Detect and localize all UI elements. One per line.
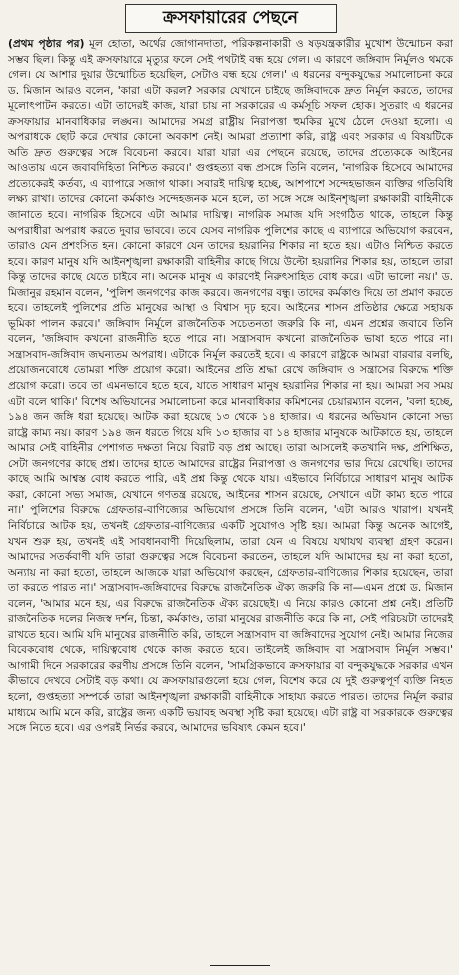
- article-body: [8, 37, 453, 737]
- article-text: মূল হোতা, অর্থের জোগানদাতা, পরিকল্পনাকারী ও ষড়যন্ত্রকারীর মুখোশ উন্মোচন করা সম্ভব ছিল। কিন্তু এই ক্রসফায়ারে মৃত্যুর ফলে সেই পথটাই বন্ধ হয়ে গেল। এ কারণে জঙ্গিবাদ নির্মূলও থমকে গেল। যে আশার দুয়ার উন্মোচিত হয়েছিল, সেটাও বন্ধ হয়ে গেল।' এ ধরনের বন্দুকযুদ্ধের সমালোচনা করে ড. মিজান আরও বলেন, 'কারা এটা করল? সরকার যেখানে চাইছে জঙ্গিবাদকে দ্রুত নির্মূল করতে, তাদের মূলোৎপাটন করতে। এটা তাদেরই কাজ, যারা চায় না সরকারের এ কর্মসূচি সফল হোক। সুতরাং এ ধরনের ক্রসফায়ার মানবাধিকার লঙ্ঘন। আমাদের সমগ্র রাষ্ট্রীয় নিরাপত্তা হুমকির মুখে ঠেলে দেওয়া হলো। এ অপরাধকে ছোট করে দেখার কোনো অবকাশ নেই। আমরা প্রত্যাশা করি, রাষ্ট্র এবং সরকার এ বিষয়টিকে অতি দ্রুত গুরুত্বের সঙ্গে বিবেচনা করবে। যারা যারা এর পেছনে রয়েছে, তাদের প্রত্যেককে আইনের আওতায় এনে জবাবদিহিতা নিশ্চিত করবে।' গুপ্তহত্যা বন্ধ প্রসঙ্গে তিনি বলেন, 'নাগরিক হিসেবে আমাদের প্রত্যেকেরই কর্তব্য, এ ব্যাপারে সজাগ থাকা। সবারই দায়িত্ব হচ্ছে, আশপাশে সন্দেহভাজন ব্যক্তির গতিবিধি লক্ষ্য রাখা। তাদের কোনো কর্মকাণ্ড সন্দেহজনক মনে হলে, তা সঙ্গে সঙ্গে আইনশৃঙ্খলা রক্ষাকারী বাহিনীকে জানাতে হবে। নাগরিক হিসেবে এটা আমার দায়িত্ব। নাগরিক সমাজ যদি সংগঠিত থাকে, তাহলে কিন্তু অপরাধীরা অপরাধ করতে দুবার ভাববে। তবে যেসব নাগরিক পুলিশের কাছে এ ব্যাপারে অভিযোগ করবেন, তারাও যেন প্রশংসিত হন। কোনো কারণে যেন তাদের হয়রানির শিকার না হতে হয়। এটাও নিশ্চিত করতে হবে। কারণ মানুষ যদি আইনশৃঙ্খলা রক্ষাকারী বাহিনীর কাছে গিয়ে উল্টো হয়রানির শিকার হয়, তাহলে তারা কিন্তু তাদের কাছে যেতে চাইবে না। অনেক মানুষ এ কারণেই নিরুৎসাহিত বোধ করে। এটা ভালো নয়।' ড. মিজানুর রহমান বলেন, 'পুলিশ জনগণের কাজ করবে। জনগণের বন্ধু। তাদের কর্মকাণ্ড দিয়ে তা প্রমাণ করতে হবে। তাহলেই পুলিশের প্রতি মানুষের আস্থা ও বিশ্বাস দৃঢ় হবে। আইনের শাসন প্রতিষ্ঠার ক্ষেত্রে সহায়ক ভূমিকা পালন করবে।' জঙ্গিবাদ নির্মূলে রাজনৈতিক সচেতনতা জরুরি কি না, এমন প্রশ্নের জবাবে তিনি বলেন, 'জঙ্গিবাদ কখনো রাজনীতি হতে পারে না। সন্ত্রাসবাদ কখনো রাজনৈতিক ভাষা হতে পারে না। সন্ত্রাসবাদ-জঙ্গিবাদ জঘন্যতম অপরাধ। এটাকে নির্মূল করতেই হবে। এ কারণে রাষ্ট্রকে আমরা বারবার বলছি, প্রয়োজনবোধে তোমরা শক্তি প্রয়োগ করো। আইনের প্রতি শ্রদ্ধা রেখে জঙ্গিবাদ ও সন্ত্রাসের বিরুদ্ধে শক্তি প্রয়োগ করো। তবে তা এমনভাবে হতে হবে, যাতে সাধারণ মানুষ হয়রানির শিকার না হয়। আমরা সব সময় এটা বলে থাকি।' বিশেষ অভিযানের সমালোচনা করে মানবাধিকার কমিশনের চেয়ারম্যান বলেন, 'বলা হচ্ছে, ১৯৪ জন জঙ্গি ধরা হয়েছে। আটক করা হয়েছে ১৩ থেকে ১৪ হাজার। এ ধরনের অভিযান কোনো সভ্য রাষ্ট্রে কাম্য নয়। কারণ ১৯৪ জন ধরতে গিয়ে যদি ১৩ হাজার বা ১৪ হাজার মানুষকে আটকাতে হয়, তাহলে আমার সেই বাহিনীর পেশাগত দক্ষতা নিয়ে বিরাট বড় প্রশ্ন আছে। তারা আসলেই কতখানি দক্ষ, প্রশিক্ষিত, সেটা জনগণের কাছে প্রশ্ন। তাদের হাতে আমাদের রাষ্ট্রের নিরাপত্তা ও জনগণের ভার দিয়ে রেখেছি। তাদের কাছে আমি আশ্বস্ত বোধ করতে পারি, এই প্রশ্ন কিন্তু থেকে যায়। এইভাবে নির্বিচারে সাধারণ মানুষ আটক করা, কোনো সভ্য সমাজ, যেখানে গণতন্ত্র রয়েছে, আইনের শাসন রয়েছে, সেখানে এটা কাম্য হতে পারে না।' পুলিশের বিরুদ্ধে গ্রেফতার-বাণিজ্যের অভিযোগ প্রসঙ্গে তিনি বলেন, 'এটা আরও খারাপ। যখনই নির্বিচারে আটক হয়, তখনই গ্রেফতার-বাণিজ্যের একটি সুযোগও সৃষ্টি হয়। আমরা কিন্তু অনেক আগেই, যখন শুরু হয়, তখনই এই সাবধানবাণী দিয়েছিলাম, তারা যেন এ বিষয়ে যথাযথ ব্যবস্থা গ্রহণ করেন। আমাদের সতর্কবাণী যদি তারা গুরুত্বের সঙ্গে বিবেচনা করতেন, তাহলে যদি আমাদের হয় না করা হতো, অন্যায় না করা হতো, তাহলে আজকে যারা অভিযোগ করছেন, গ্রেফতার-বাণিজ্যের শিকার হয়েছেন, তারা তা করতে পারত না।' সন্ত্রাসবাদ-জঙ্গিবাদের বিরুদ্ধে রাজনৈতিক ঐক্য জরুরি কি না—এমন প্রশ্নে ড. মিজান বলেন, 'আমার মনে হয়, এর বিরুদ্ধে রাজনৈতিক ঐক্য রয়েছেই। এ নিয়ে কারও কোনো প্রশ্ন নেই। প্রতিটি রাজনৈতিক দলের নিজস্ব দর্শন, চিন্তা, কর্মকাণ্ড, তারা মানুষের রাজনীতি করে কি না, সেই পরিচয়টা তাদেরই রাখতে হবে। আমি যদি মানুষের রাজনীতি করি, তাহলে সন্ত্রাসবাদ বা জঙ্গিবাদের সুযোগ নেই। আমার নিজের বিবেকবোধ থেকে, দায়িত্ববোধ থেকে কাজ করতে হবে। তাইলেই জঙ্গিবাদ বা সন্ত্রাসবাদ নির্মূল সম্ভব।' আগামী দিনে সরকারের করণীয় প্রসঙ্গে তিনি বলেন, 'সামগ্রিকভাবে ক্রসফায়ার বা বন্দুকযুদ্ধকে সরকার এখন কীভাবে দেখবে সেটাই বড় কথা। যে ক্রসফায়ারগুলো হয়ে গেল, বিশেষ করে যে দুই গুরুত্বপূর্ণ ব্যক্তি নিহত হলো, গুপ্তহত্যা সম্পর্কে তারা আইনশৃঙ্খলা রক্ষাকারী বাহিনীকে সাহায্য করতে পারত। তাদের নির্মূল করার মাধ্যমে আমি মনে করি, রাষ্ট্রের জন্য একটি ভয়াবহ অবস্থা সৃষ্টি করা হয়েছে। এটা রাষ্ট্র বা সরকারকে গুরুত্বের সঙ্গে নিতে হবে। এর ওপরই নির্ভর করবে, আমাদের ভবিষ্যৎ কেমন হবে।': [8, 38, 453, 735]
- headline-box: [125, 4, 337, 33]
- continuation-label: (প্রথম পৃষ্ঠার পর): [8, 38, 85, 50]
- headline: ক্রসফায়ারের পেছনে: [163, 7, 298, 28]
- page-footer-fragment: [210, 965, 270, 972]
